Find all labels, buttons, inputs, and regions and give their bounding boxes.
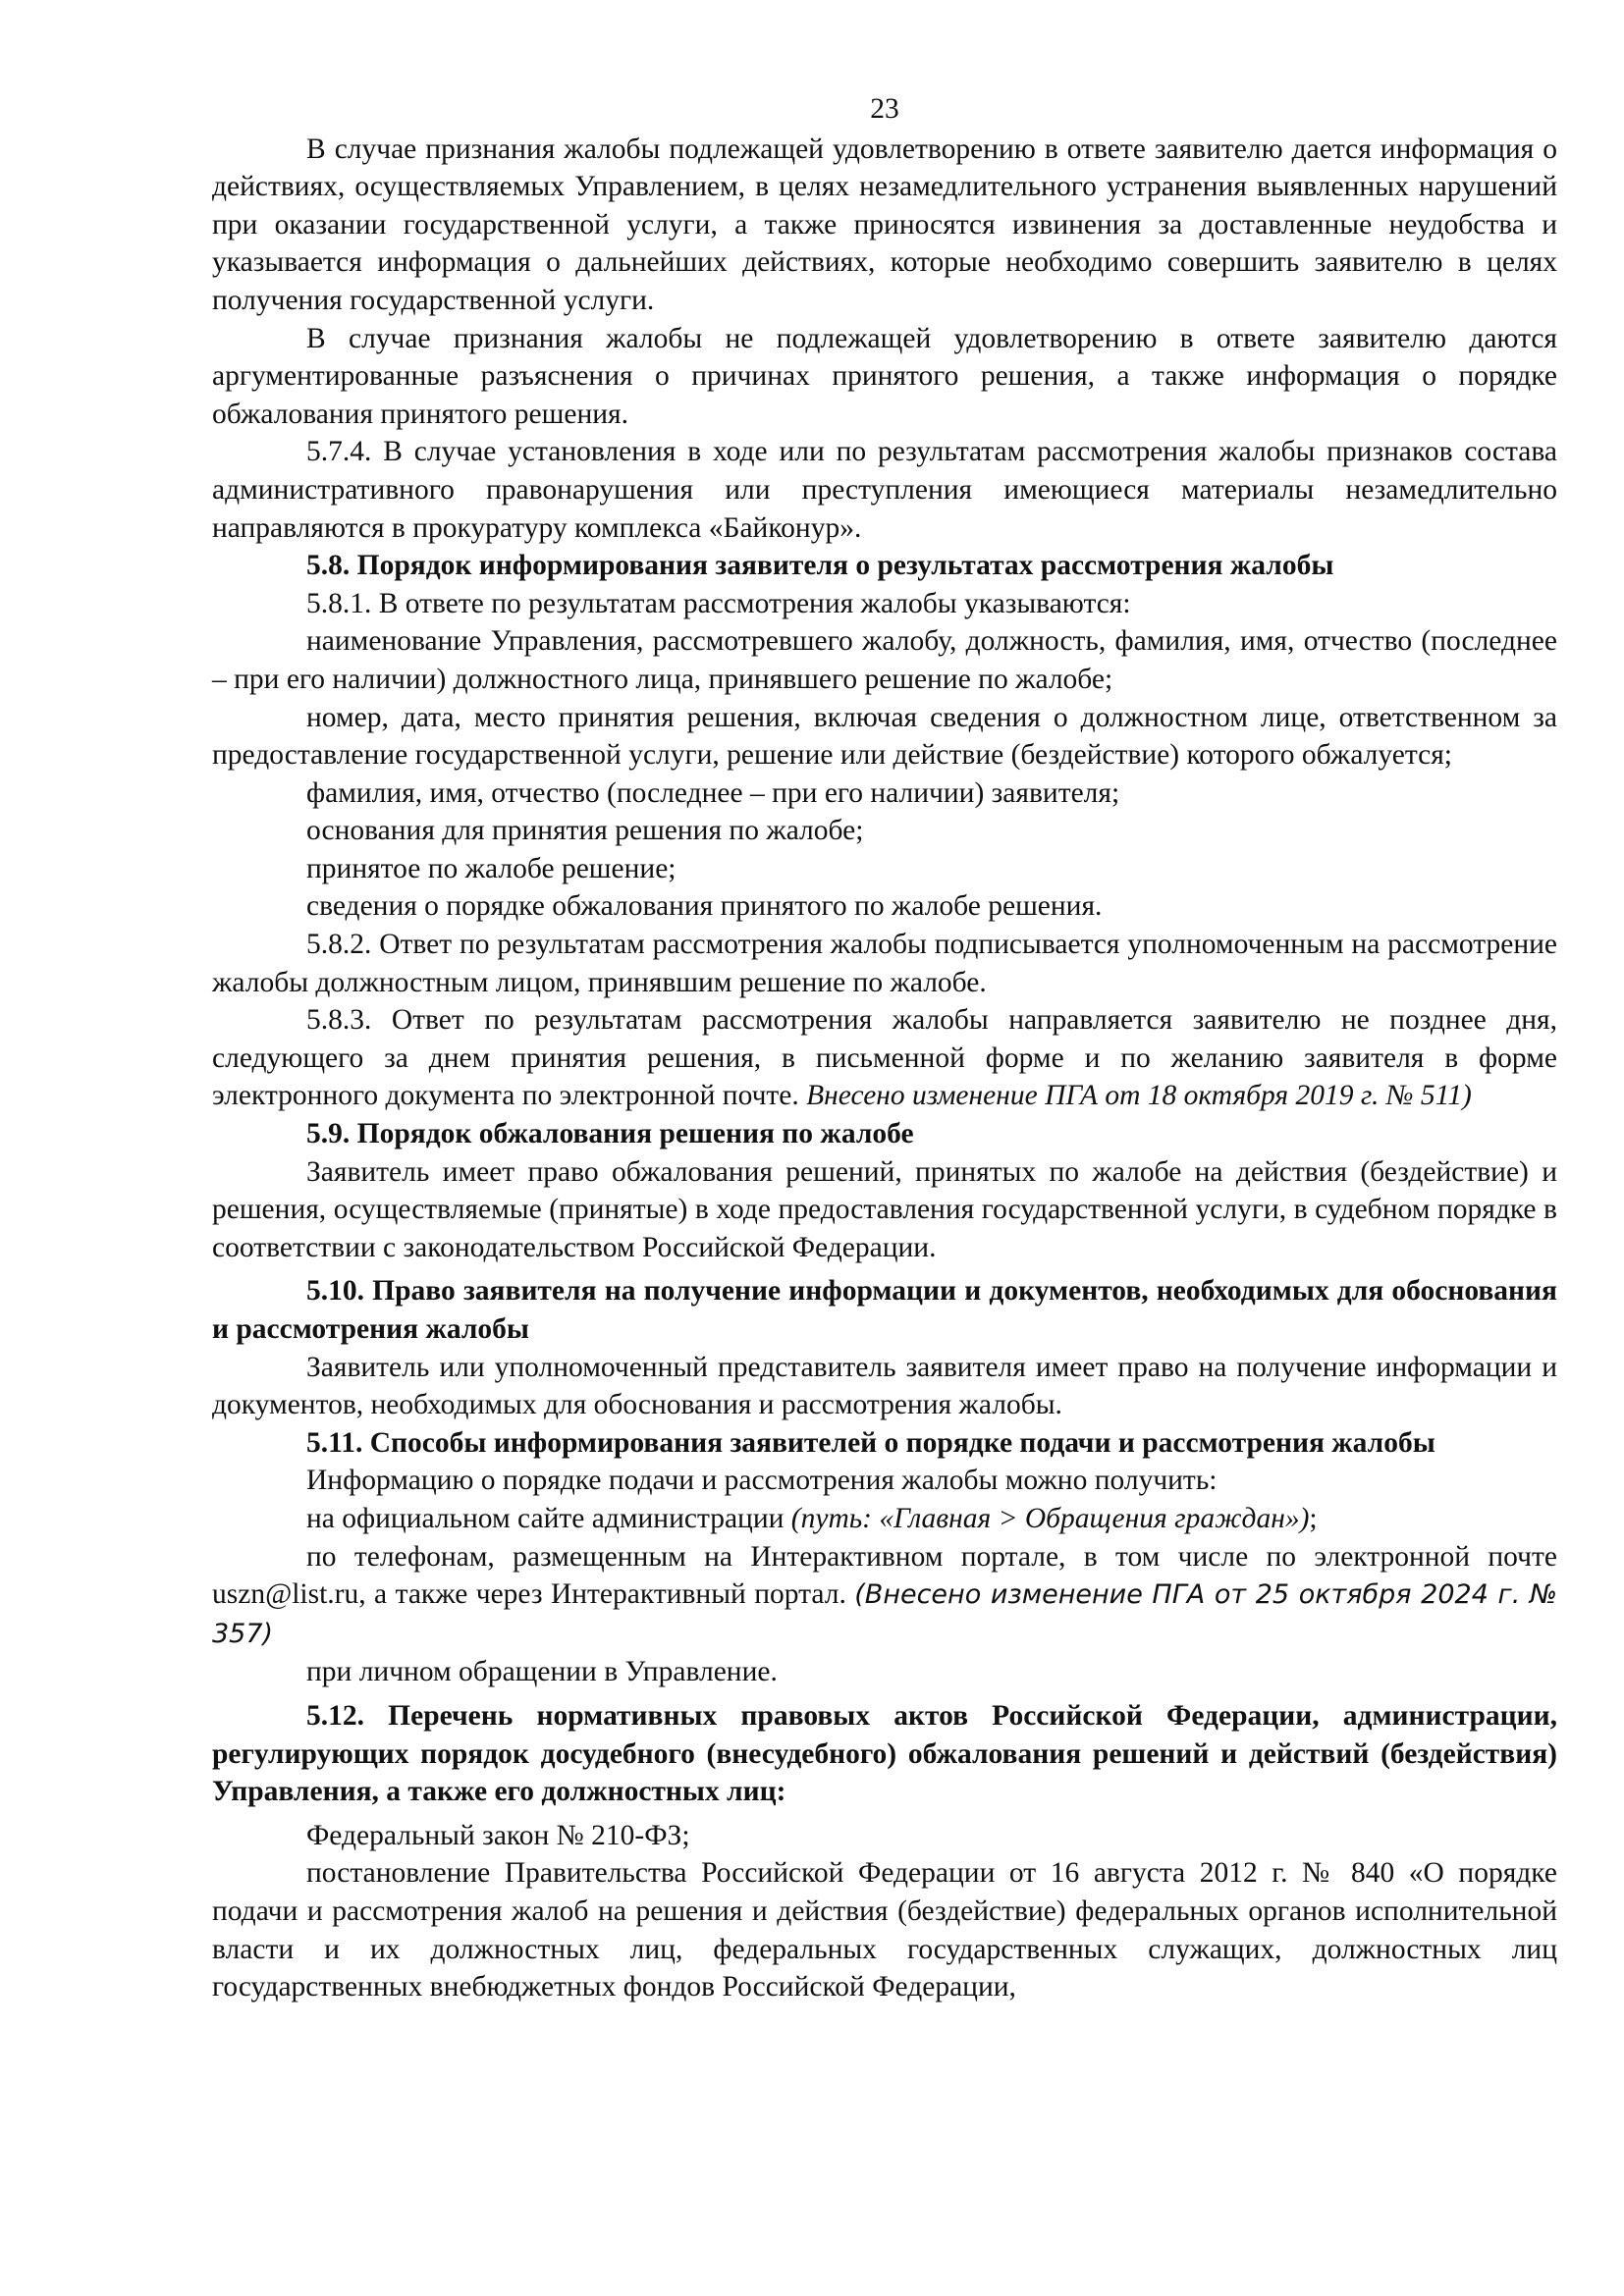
list-item-5-12-b: постановление Правительства Российской Федерации от 16 августа 2012 г. № 840 «О порядке подачи и рассмотрения жалоб на решения и действия (бездействие) федеральных органов исполнительной власти и их должностных лиц, федеральных государственных служащих, должностных лиц государственных внебюджетных фондов Российской Федерации, bbox=[212, 1857, 1557, 2003]
amendment-note-2019: Внесено изменение ПГА от 18 октября 2019 г. № 511) bbox=[806, 1080, 1472, 1112]
paragraph-5-8-3 bbox=[212, 1001, 1557, 1115]
list-item-5-8-1-a: наименование Управления, рассмотревшего жалобу, должность, фамилия, имя, отчество (последнее – при его наличии) должностного лица, принявшего решение по жалобе; bbox=[212, 625, 1557, 695]
list-item-5-8-1-f: сведения о порядке обжалования принятого по жалобе решения. bbox=[306, 890, 1103, 923]
document-page bbox=[212, 90, 1557, 2006]
list-item-5-11-a bbox=[212, 1500, 1557, 1538]
heading-5-10: 5.10. Право заявителя на получение информации и документов, необходимых для обоснования и рассмотрения жалобы bbox=[212, 1275, 1557, 1345]
list-item-5-11-b bbox=[212, 1538, 1557, 1654]
list-item-5-12-a: Федеральный закон № 210-ФЗ; bbox=[306, 1819, 690, 1851]
paragraph-5-7-4: 5.7.4. В случае установления в ходе или по результатам рассмотрения жалобы признаков состава административного правонарушения или преступления имеющиеся материалы незамедлительно направляются в прокуратуру комплекса «Байконур». bbox=[212, 436, 1557, 544]
paragraph-5-9: Заявитель имеет право обжалования решений, принятых по жалобе на действия (бездействие) и решения, осуществляемые (принятые) в ходе предоставления государственной услуги, в судебном порядке в соответствии с законодательством Российской Федерации. bbox=[212, 1155, 1557, 1263]
site-path-note: (путь: «Главная > Обращения граждан») bbox=[790, 1502, 1310, 1534]
list-item-5-8-1-d: основания для принятия решения по жалобе; bbox=[306, 815, 864, 847]
heading-5-12: 5.12. Перечень нормативных правовых актов Российской Федерации, администрации, регулирующих порядок досудебного (внесудебного) обжалования решений и действий (бездействия) Управления, а также его должностных лиц: bbox=[212, 1699, 1557, 1808]
heading-5-11: 5.11. Способы информирования заявителей о порядке подачи и рассмотрения жалобы bbox=[306, 1426, 1435, 1459]
list-item-5-8-1-e: принятое по жалобе решение; bbox=[306, 852, 677, 884]
paragraph-5-10: Заявитель или уполномоченный представитель заявителя имеет право на получение информации и документов, необходимых для обоснования и рассмотрения жалобы. bbox=[212, 1351, 1557, 1421]
paragraph-5-8-1: 5.8.1. В ответе по результатам рассмотрения жалобы указываются: bbox=[306, 587, 1131, 619]
amendment-note-2024: (Внесено изменение ПГА от 25 октября 2024 г. № 357) bbox=[212, 1579, 1557, 1649]
paragraph-5-11: Информацию о порядке подачи и рассмотрения жалобы можно получить: bbox=[306, 1465, 1218, 1497]
list-item-5-8-1-b: номер, дата, место принятия решения, включая сведения о должностном лице, ответственном за предоставление государственной услуги, решение или действие (бездействие) которого обжалуется; bbox=[212, 701, 1557, 772]
list-item-5-11-b-text: по телефонам, размещенным на Интерактивном портале, в том числе по электронной почте uszn@list.ru, а также через Интерактивный портал. bbox=[212, 1540, 1557, 1611]
list-item-5-11-a-end: ; bbox=[1309, 1502, 1318, 1534]
list-item-5-11-a-text: на официальном сайте администрации bbox=[306, 1502, 791, 1534]
paragraph-5-8-3-text: 5.8.3. Ответ по результатам рассмотрения жалобы направляется заявителю не позднее дня, следующего за днем принятия решения, в письменной форме и по желанию заявителя в форме электронного документа по электронной почте. bbox=[212, 1004, 1557, 1112]
paragraph-5-8-2: 5.8.2. Ответ по результатам рассмотрения жалобы подписывается уполномоченным на рассмотрение жалобы должностным лицом, принявшим решение по жалобе. bbox=[212, 929, 1557, 998]
heading-5-9: 5.9. Порядок обжалования решения по жалобе bbox=[306, 1118, 914, 1150]
paragraph-complaint-satisfied: В случае признания жалобы подлежащей удовлетворению в ответе заявителю дается информация о действиях, осуществляемых Управлением, в целях незамедлительного устранения выявленных нарушений при оказании государственной услуги, а также приносятся извинения за доставленные неудобства и указывается информация о дальнейших действиях, которые необходимо совершить заявителю в целях получения государственной услуги. bbox=[212, 133, 1557, 316]
heading-5-8: 5.8. Порядок информирования заявителя о результатах рассмотрения жалобы bbox=[306, 550, 1334, 582]
paragraph-complaint-rejected: В случае признания жалобы не подлежащей удовлетворению в ответе заявителю даются аргументированные разъяснения о причинах принятого решения, а также информация о порядке обжалования принятого решения. bbox=[212, 322, 1557, 430]
list-item-5-8-1-c: фамилия, имя, отчество (последнее – при его наличии) заявителя; bbox=[306, 776, 1120, 809]
list-item-5-11-c: при личном обращении в Управление. bbox=[306, 1656, 778, 1688]
page-number: 23 bbox=[870, 93, 899, 125]
